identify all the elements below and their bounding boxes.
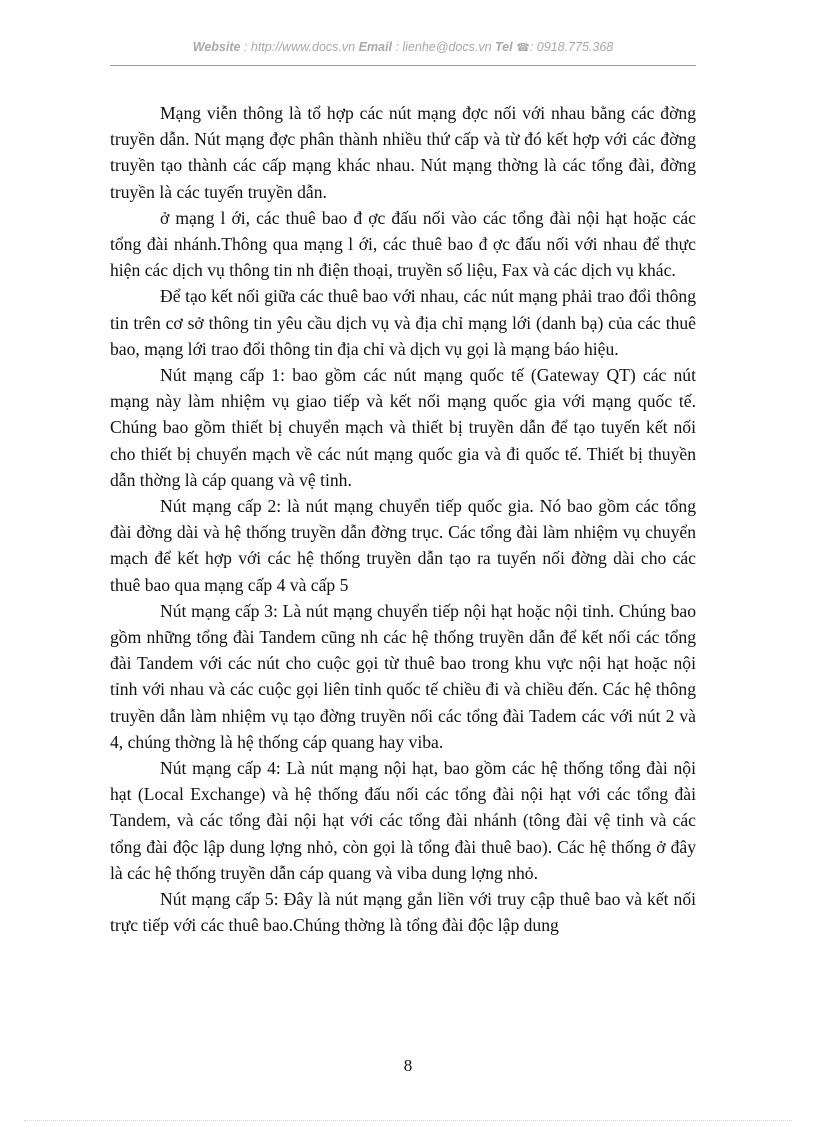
paragraph: Nút mạng cấp 2: là nút mạng chuyển tiếp quốc gia. Nó bao gồm các tổng đài đờng dài và hệ thống truyền dẫn đờng trục. Các tổng đài làm nhiệm vụ chuyển mạch để kết hợp với các hệ thống truyền dẫn tạo ra tuyến nối đờng dài cho các thuê bao qua mạng cấp 4 và cấp 5 — [110, 496, 696, 595]
header-contact-line — [110, 36, 696, 59]
paragraph: Để tạo kết nối giữa các thuê bao với nhau, các nút mạng phải trao đổi thông tin trên cơ sở thông tin yêu cầu dịch vụ và địa chỉ mạng lới (danh bạ) của các thuê bao, mạng lới trao đổi thông tin địa chỉ và dịch vụ gọi là mạng báo hiệu. — [110, 286, 696, 359]
email-label: Email — [358, 40, 392, 54]
paragraph: Nút mạng cấp 1: bao gồm các nút mạng quốc tế (Gateway QT) các nút mạng này làm nhiệm vụ giao tiếp và kết nối mạng quốc gia với mạng quốc tế. Chúng bao gồm thiết bị chuyển mạch và thiết bị truyền dẫn để tạo tuyến kết nối cho thiết bị chuyển mạch về các nút mạng quốc gia và đi quốc tế. Thiết bị thuyền dẫn thờng là cáp quang và vệ tinh. — [110, 365, 696, 490]
paragraph: Mạng viễn thông là tổ hợp các nút mạng đợc nối với nhau bằng các đờng truyền dẫn. Nút mạng đợc phân thành nhiều thứ cấp và từ đó kết hợp với các đờng truyền tạo thành các cấp mạng khác nhau. Nút mạng thờng là các tổng đài, đờng truyền là các tuyến truyền dẫn. — [110, 103, 696, 202]
paragraph: Nút mạng cấp 4: Là nút mạng nội hạt, bao gồm các hệ thống tổng đài nội hạt (Local Exchange) và hệ thống đấu nối các tổng đài nội hạt với các tổng đài Tandem, và các tổng đài nội hạt với các tổng đài nhánh (tông đài vệ tinh và các tổng đài độc lập dung lợng nhỏ, còn gọi là tổng đài thuê bao). Các hệ thống ở đây là các hệ thống truyền dẫn cáp quang và viba dung lợng nhỏ. — [110, 758, 696, 883]
phone-icon: ☎ — [516, 42, 530, 54]
tel-label: Tel — [495, 40, 513, 54]
page-header — [110, 36, 696, 66]
website-value: : http://www.docs.vn — [243, 40, 356, 54]
paragraph: Nút mạng cấp 3: Là nút mạng chuyển tiếp nội hạt hoặc nội tỉnh. Chúng bao gồm những tổng đài Tandem cũng nh các hệ thống truyền dẫn để kết nối các tổng đài Tandem với các nút cho cuộc gọi từ thuê bao trong khu vực nội hạt hoặc nội tỉnh với nhau và các cuộc gọi liên tỉnh quốc tế chiều đi và chiều đến. Các hệ thông truyền dẫn làm nhiệm vụ tạo đờng truyền nối các tổng đài Tadem các với nút 2 và 4, chúng thờng là hệ thống cáp quang hay viba. — [110, 600, 696, 752]
document-body — [110, 100, 696, 939]
email-value: : lienhe@docs.vn — [395, 40, 492, 54]
website-label: Website — [192, 40, 241, 54]
paragraph: Nút mạng cấp 5: Đây là nút mạng gắn liền với truy cập thuê bao và kết nối trực tiếp với các thuê bao.Chúng thờng là tổng đài độc lập dung — [110, 889, 696, 936]
page-number: 8 — [403, 1056, 413, 1075]
tel-value: : 0918.775.368 — [529, 40, 614, 54]
paragraph: ở mạng l ới, các thuê bao đ ợc đấu nối vào các tổng đài nội hạt hoặc các tổng đài nhánh.Thông qua mạng l ới, các thuê bao đ ợc đấu nối với nhau để thực hiện các dịch vụ thông tin nh điện thoại, truyền số liệu, Fax và các dịch vụ khác. — [110, 207, 696, 281]
footer-divider — [24, 1120, 792, 1121]
